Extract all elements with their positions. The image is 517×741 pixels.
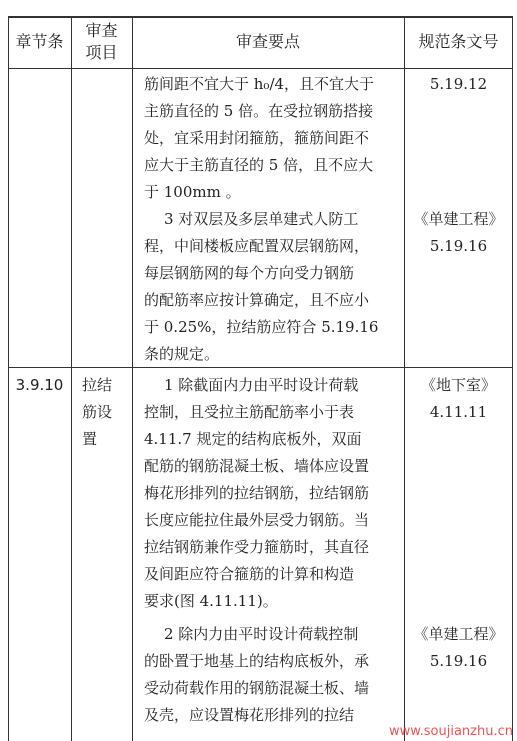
text-line: 配筋的钢筋混凝土板、墙体应设置 [144, 457, 370, 475]
text-line: 的配筋率应按计算确定，且不应小 [144, 291, 370, 309]
code-ref: 5.19.16 [429, 237, 488, 255]
table-top-border [8, 16, 513, 18]
text-line: 筋间距不宜大于 h₀/4，且不宜大于 [144, 75, 375, 93]
text-line: 要求(图 4.11.11)。 [144, 592, 278, 610]
text-line: 程，中间楼板应配置双层钢筋网， [144, 237, 370, 255]
text-line: 1 除截面内力由平时设计荷载 [164, 376, 359, 394]
row2-para1 [144, 372, 369, 615]
header-item-line1: 审查 [85, 21, 118, 40]
text-line: 受动荷载作用的钢筋混凝土板、墙 [144, 679, 370, 697]
row1-para1 [144, 71, 374, 206]
item-line: 拉结 [82, 376, 113, 394]
header-section: 章节条 [15, 32, 64, 51]
text-line: 于 0.25%，拉结筋应符合 5.19.16 [144, 318, 379, 336]
code-ref: 《单建工程》 [413, 625, 504, 643]
row2-ref1 [404, 372, 513, 426]
text-line: 4.11.7 规定的结构底板外，双面 [144, 430, 362, 448]
row2-section: 3.9.10 [15, 376, 64, 394]
header-bottom-border [8, 68, 513, 69]
item-line: 筋设 [82, 403, 113, 421]
header-item-line2: 项目 [85, 43, 118, 62]
row1-para2 [144, 206, 378, 368]
text-line: 梅花形排列的拉结钢筋，拉结钢筋 [144, 484, 370, 502]
row1-ref1 [404, 71, 513, 98]
watermark-text: www.soujianzhu.cn [388, 724, 513, 739]
text-line: 控制，且受拉主筋配筋率小于表 [144, 403, 355, 421]
row1-ref2 [404, 206, 513, 260]
row2-para2 [144, 621, 369, 729]
text-line: 2 除内力由平时设计荷载控制 [164, 625, 359, 643]
header-points: 审查要点 [235, 32, 300, 51]
text-line: 应大于主筋直径的 5 倍，且不应大 [144, 156, 374, 174]
col-divider-2 [132, 16, 133, 741]
code-ref: 5.19.12 [429, 75, 488, 93]
text-line: 条的规定。 [144, 345, 220, 363]
item-line: 置 [82, 430, 98, 448]
code-ref: 《地下室》 [420, 376, 496, 394]
text-line: 及壳，应设置梅花形排列的拉结 [144, 706, 355, 724]
text-line: 的卧置于地基上的结构底板外，承 [144, 652, 370, 670]
code-ref: 4.11.11 [429, 403, 488, 421]
row2-item [82, 372, 112, 453]
code-ref: 5.19.16 [429, 652, 488, 670]
col-divider-1 [71, 16, 72, 741]
review-table [8, 16, 513, 741]
header-item [71, 20, 132, 64]
text-line: 于 100mm 。 [144, 183, 241, 201]
code-ref: 《单建工程》 [413, 210, 504, 228]
row2-ref2 [404, 621, 513, 675]
text-line: 处，宜采用封闭箍筋，箍筋间距不 [144, 129, 370, 147]
text-line: 主筋直径的 5 倍。在受拉钢筋搭接 [144, 102, 374, 120]
text-line: 及间距应符合箍筋的计算和构造 [144, 565, 355, 583]
text-line: 长度应能拉住最外层受力钢筋。当 [144, 511, 370, 529]
text-line: 3 对双层及多层单建式人防工 [164, 210, 359, 228]
header-code: 规范条文号 [418, 32, 499, 51]
text-line: 每层钢筋网的每个方向受力钢筋 [144, 264, 355, 282]
text-line: 拉结钢筋兼作受力箍筋时，其直径 [144, 538, 370, 556]
